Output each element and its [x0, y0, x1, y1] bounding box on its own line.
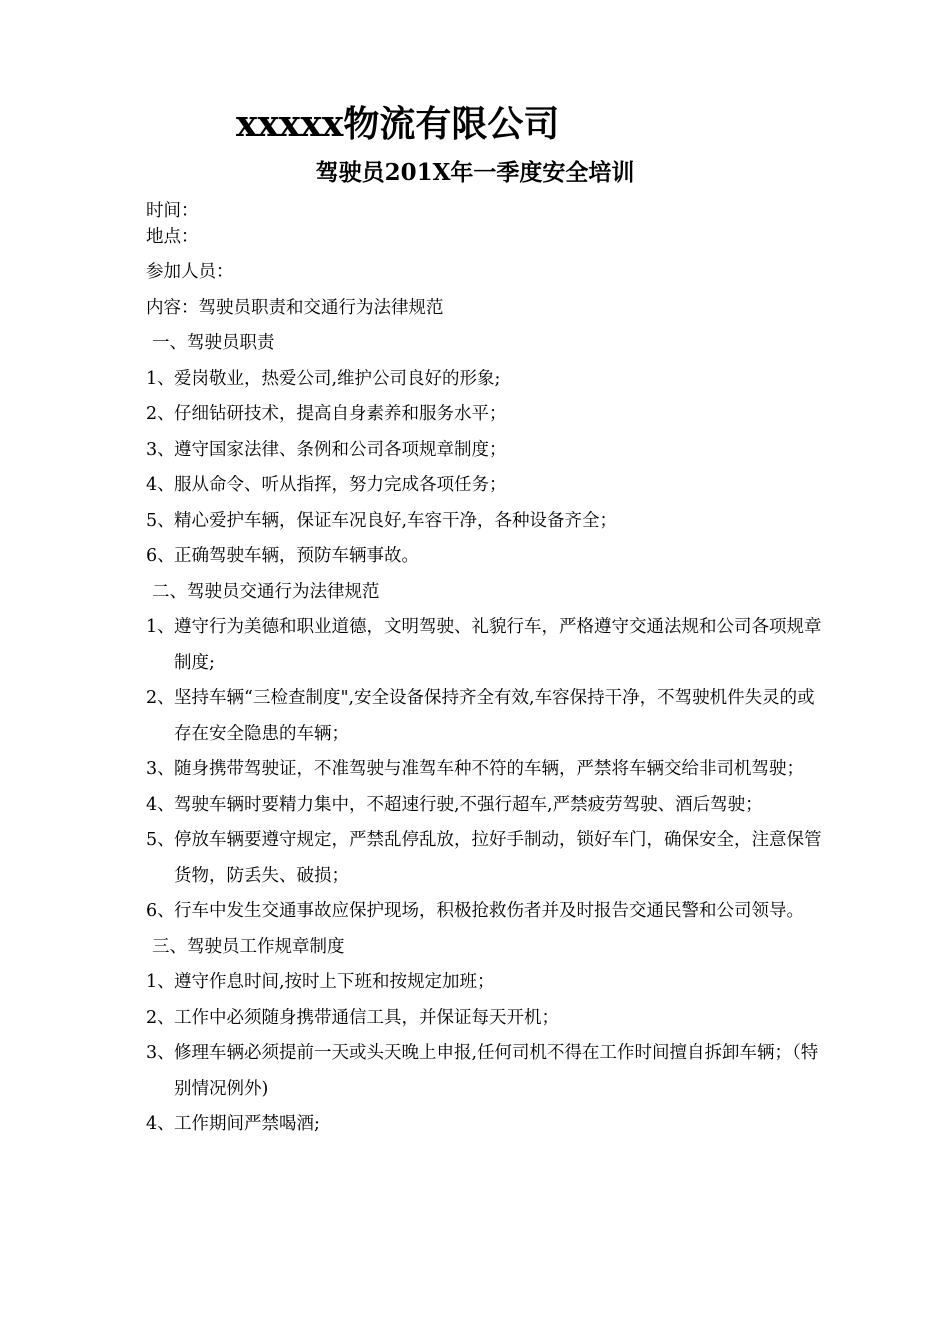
document-body [146, 198, 826, 1143]
item-number: 1、 [146, 368, 175, 389]
item-text: 工作期间严禁喝酒; [174, 1114, 320, 1134]
list-item [146, 752, 826, 788]
item-number: 3、 [146, 1043, 175, 1063]
section-heading: 一、驾驶员职责 [152, 333, 275, 353]
item-text: 仔细钻研技术，提高自身素养和服务水平； [174, 404, 507, 424]
item-number: 4、 [146, 1114, 175, 1134]
item-text: 工作中必须随身携带通信工具，并保证每天开机； [174, 1007, 559, 1028]
place-line: 地点： [146, 227, 199, 247]
item-text: 爱岗敬业，热爱公司,维护公司良好的形象; [174, 368, 501, 389]
list-item [146, 362, 826, 398]
list-item [146, 433, 826, 469]
list-item [146, 397, 826, 433]
item-number: 2、 [146, 404, 175, 424]
item-text: 驾驶车辆时要精力集中，不超速行驶,不强行超车,严禁疲劳驾驶、酒后驾驶； [174, 794, 763, 815]
list-item [146, 965, 826, 1001]
item-number: 6、 [146, 901, 175, 921]
item-number: 5、 [146, 510, 175, 531]
attendees-line: 参加人员： [146, 262, 234, 282]
item-text: 服从命令、听从指挥，努力完成各项任务； [174, 475, 507, 495]
item-text: 遵守国家法律、条例和公司各项规章制度； [174, 439, 507, 460]
item-text: 停放车辆要遵守规定，严禁乱停乱放，拉好手制动，锁好车门，确保安全，注意保管货物，防丢失、破损； [174, 830, 822, 886]
list-item [146, 1036, 826, 1107]
item-text: 坚持车辆“三检查制度",安全设备保持齐全有效,车容保持干净，不驾驶机件失灵的或存在安全隐患的车辆； [174, 688, 815, 744]
item-number: 5、 [146, 830, 175, 850]
item-text: 精心爱护车辆，保证车况良好,车容干净，各种设备齐全； [174, 510, 618, 531]
item-number: 2、 [146, 688, 175, 708]
section-heading: 二、驾驶员交通行为法律规范 [152, 581, 380, 602]
content-line: 内容：驾驶员职责和交通行为法律规范 [146, 297, 444, 318]
item-number: 1、 [146, 972, 175, 992]
list-item [146, 610, 826, 681]
section-heading: 三、驾驶员工作规章制度 [152, 936, 345, 957]
list-item [146, 681, 826, 752]
item-text: 遵守行为美德和职业道德，文明驾驶、礼貌行车，严格遵守交通法规和公司各项规章制度; [174, 617, 822, 673]
item-text: 修理车辆必须提前一天或头天晚上申报,任何司机不得在工作时间擅自拆卸车辆；（特别情况例外) [174, 1043, 819, 1099]
list-item [146, 539, 826, 575]
item-number: 3、 [146, 439, 175, 460]
time-line: 时间： [146, 201, 199, 221]
document-title: 驾驶员201X年一季度安全培训 [315, 159, 635, 186]
item-text: 随身携带驾驶证，不准驾驶与准驾车种不符的车辆，严禁将车辆交给非司机驾驶； [174, 759, 804, 779]
item-number: 4、 [146, 794, 175, 815]
list-item [146, 504, 826, 540]
item-text: 正确驾驶车辆，预防车辆事故。 [174, 546, 419, 566]
item-text: 遵守作息时间,按时上下班和按规定加班； [174, 972, 495, 992]
item-number: 3、 [146, 759, 175, 779]
item-number: 6、 [146, 546, 175, 566]
list-item [146, 468, 826, 504]
item-text: 行车中发生交通事故应保护现场，积极抢救伤者并及时报告交通民警和公司领导。 [174, 901, 804, 921]
list-item [146, 894, 826, 930]
company-name: xxxxx物流有限公司 [236, 103, 560, 145]
list-item [146, 823, 826, 894]
list-item [146, 788, 826, 824]
item-number: 4、 [146, 475, 175, 495]
list-item [146, 1001, 826, 1037]
item-number: 2、 [146, 1007, 175, 1028]
list-item [146, 1107, 826, 1143]
item-number: 1、 [146, 617, 175, 637]
